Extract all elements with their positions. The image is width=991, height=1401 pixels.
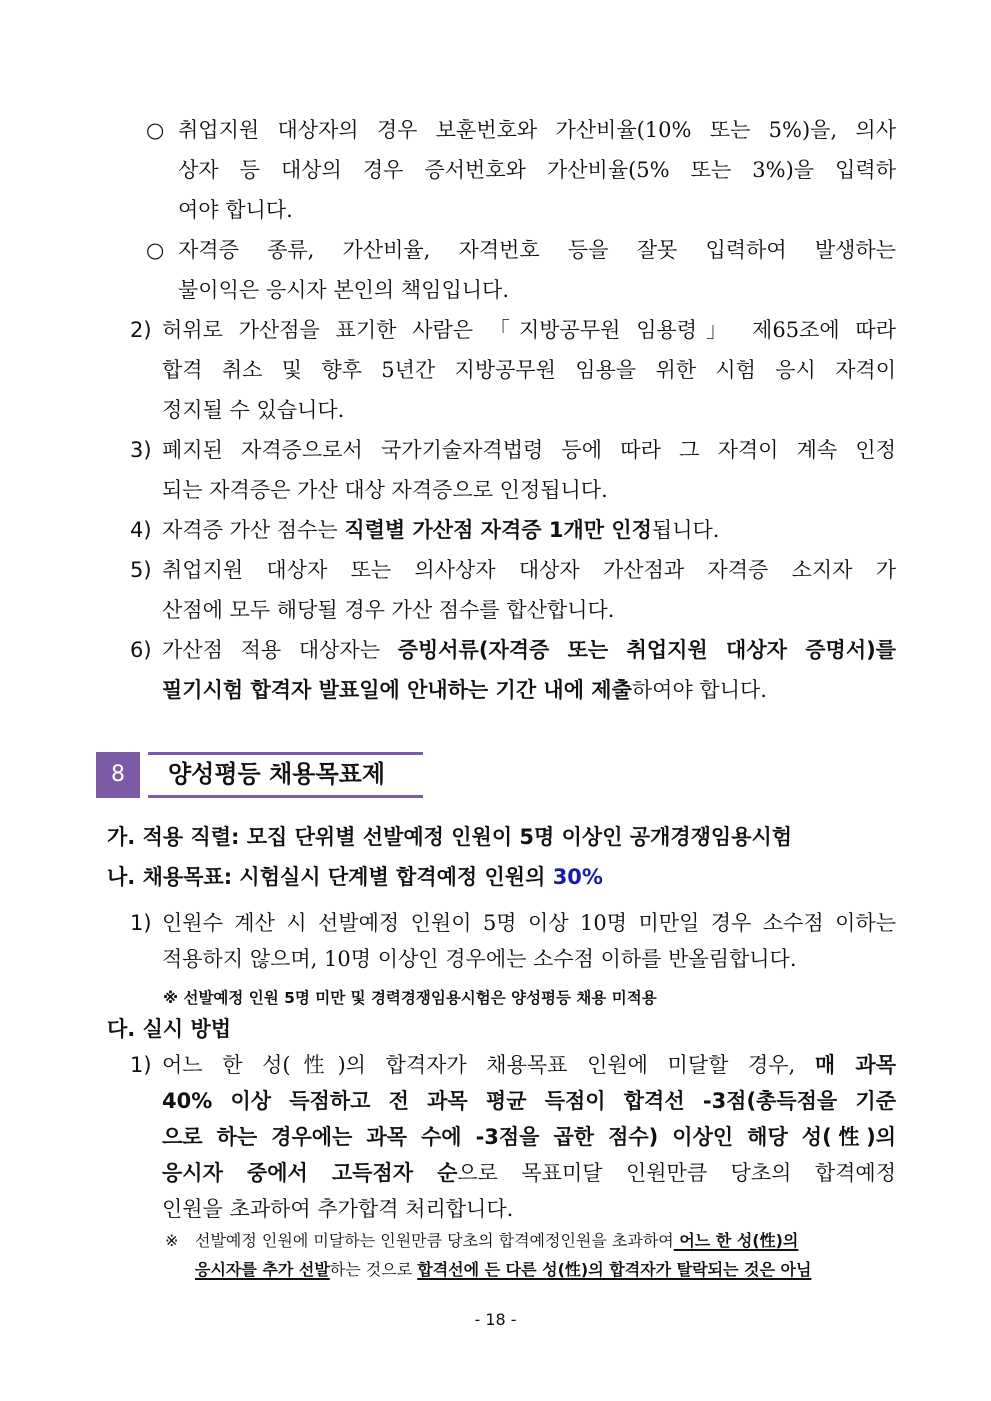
da-item-1-text: 어느 한 성(性)의 합격자가 채용목표 인원에 미달할 경우, [162,1053,815,1077]
da-item-1-line-1 [162,1050,896,1080]
item-6-bold-text-2: 필기시험 합격자 발표일에 안내하는 기간 내에 제출 [162,678,632,702]
bullet-1-line-3: 여야 합니다. [178,198,293,222]
heading-da: 다. 실시 방법 [107,1017,232,1041]
item-2-line-2: 합격 취소 및 향후 5년간 지방공무원 임용을 위한 시험 응시 자격이 [162,358,896,382]
section-number-badge: 8 [96,752,140,798]
da-note-line-2 [195,1258,896,1282]
na-item-1-line-2: 적용하지 않으며, 10명 이상인 경우에는 소수점 이하를 반올림합니다. [162,947,797,971]
target-percent: 30% [552,865,603,889]
da-note-line-1 [195,1229,896,1253]
section-title: 양성평등 채용목표제 [148,752,423,798]
item-6-bold-text: 증빙서류(자격증 또는 취업지원 대상자 증명서)를 [397,638,896,662]
heading-na-text: 나. 채용목표: 시험실시 단계별 합격예정 인원의 [107,865,553,889]
heading-ga: 가. 적용 직렬: 모집 단위별 선발예정 인원이 5명 이상인 공개경쟁임용시험 [107,825,793,849]
item-4-line [162,515,719,545]
bullet-1-line-2: 상자 등 대상의 경우 증서번호와 가산비율(5% 또는 3%)을 입력하 [178,158,896,182]
bullet-2-line-1: 자격증 종류, 가산비율, 자격번호 등을 잘못 입력하여 발생하는 [178,238,896,262]
item-number: 6) [130,638,152,662]
da-note-text-2: 하는 것으로 [329,1260,418,1279]
item-3-line-2: 되는 자격증은 가산 대상 자격증으로 인정됩니다. [162,478,608,502]
note-mark: ※ [165,1231,179,1250]
item-2-line-3: 정지될 수 있습니다. [162,398,345,422]
da-item-1-line-3: 으로 하는 경우에는 과목 수에 -3점을 곱한 점수) 이상인 해당 성(性)의 [162,1125,896,1149]
item-6-line-2 [162,675,767,705]
da-item-1-text-4: 으로 목표미달 인원만큼 당초의 합격예정 [457,1161,896,1185]
item-6-text: 가산점 적용 대상자는 [162,638,398,662]
da-note-underlined-text-3: 합격선에 든 다른 성(性)의 합격자가 탈락되는 것은 아님 [417,1260,812,1279]
da-item-1-bold-text: 매 과목 [814,1053,897,1077]
item-number: 3) [130,438,152,462]
bullet-2-line-2: 불이익은 응시자 본인의 책임입니다. [178,278,509,302]
item-4-text-end: 됩니다. [651,518,720,542]
item-number: 4) [130,518,152,542]
na-item-1-line-1: 인원수 계산 시 선발예정 인원이 5명 이상 10명 미만일 경우 소수점 이하는 [162,911,896,935]
item-number: 2) [130,318,152,342]
item-5-line-2: 산점에 모두 해당될 경우 가산 점수를 합산합니다. [162,598,615,622]
da-note-underlined-text-2: 응시자를 추가 선발 [195,1260,330,1279]
item-number: 5) [130,558,152,582]
item-4-bold-text: 직렬별 가산점 자격증 1개만 인정 [344,518,652,542]
da-item-1-line-4 [162,1158,896,1188]
da-note-text: 선발예정 인원에 미달하는 인원만큼 당초의 합격예정인원을 초과하여 [195,1231,674,1250]
page-number: - 18 - [474,1310,517,1329]
circle-bullet-mark: ○ [146,118,165,142]
item-3-line-1: 폐지된 자격증으로서 국가기술자격법령 등에 따라 그 자격이 계속 인정 [162,438,896,462]
na-note: ※ 선발예정 인원 5명 미만 및 경력경쟁임용시험은 양성평등 채용 미적용 [163,989,657,1007]
circle-bullet-mark: ○ [146,238,165,262]
item-6-line-1 [162,635,896,665]
item-6-text-end: 하여야 합니다. [631,678,767,702]
da-note-underlined-text: 어느 한 성(性)의 [673,1231,799,1250]
da-item-1-bold-text-2: 응시자 중에서 고득점자 순 [162,1161,458,1185]
item-2-line-1: 허위로 가산점을 표기한 사람은 「지방공무원 임용령」 제65조에 따라 [162,318,896,342]
heading-na [107,862,603,892]
item-number: 1) [130,1053,152,1077]
item-4-text: 자격증 가산 점수는 [162,518,345,542]
item-5-line-1: 취업지원 대상자 또는 의사상자 대상자 가산점과 자격증 소지자 가 [162,558,896,582]
item-number: 1) [130,911,152,935]
bullet-1-line-1: 취업지원 대상자의 경우 보훈번호와 가산비율(10% 또는 5%)을, 의사 [178,118,896,142]
da-item-1-line-2: 40% 이상 득점하고 전 과목 평균 득점이 합격선 -3점(총득점을 기준 [162,1089,896,1113]
da-item-1-line-5: 인원을 초과하여 추가합격 처리합니다. [162,1197,514,1221]
